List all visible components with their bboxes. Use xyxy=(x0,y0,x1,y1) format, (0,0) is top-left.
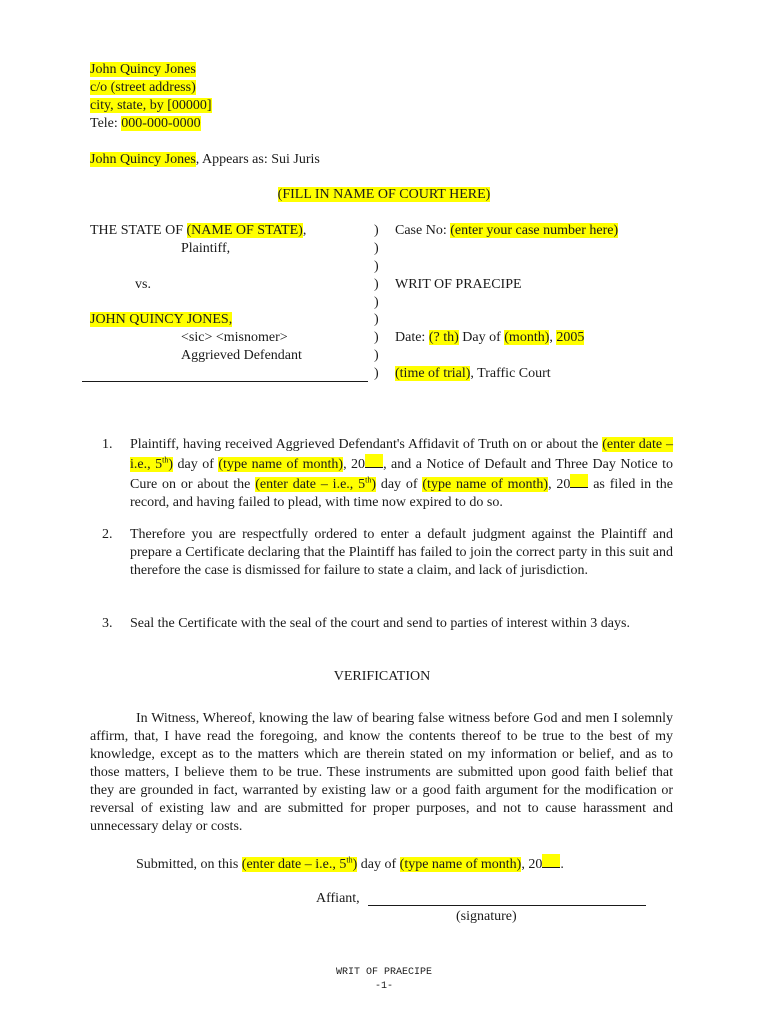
paren: ) xyxy=(374,241,379,256)
footer-title: WRIT OF PRAECIPE xyxy=(335,967,432,978)
paren: ) xyxy=(374,348,379,363)
header-tele: Tele: 000-000-0000 xyxy=(90,116,201,131)
blank-line xyxy=(365,454,383,468)
item-1: Plaintiff, having received Aggrieved Defendant's Affidavit of Truth on or about the (enter date – i.e., 5th) day of (type name of month), 20 , and a Notice of Default and Three Day Notice to Cure on or about the (enter date – i.e., 5th) day of (type name of month), 20 as filed in the record, and having failed to plead, with time now expired to do so. xyxy=(130,437,674,510)
paren: ) xyxy=(374,330,379,345)
paren: ) xyxy=(374,259,379,274)
verification-title: VERIFICATION xyxy=(333,669,431,684)
signature-line xyxy=(368,905,646,906)
item-2: Therefore you are respectfully ordered to enter a default judgment against the Plaintiff and prepare a Certificate declaring that the Plaintiff has failed to join the correct party in this suit and therefore the case is dismissed for failure to state a claim, and lack of jurisdiction. xyxy=(130,527,673,578)
paren: ) xyxy=(374,366,379,381)
verification-body: In Witness, Whereof, knowing the law of bearing false witness before God and men I solemnly affirm, that, I have read the foregoing, and know the contents thereof to be true to the best of my knowledge, except as to the matters which are therein stated on my information or belief, and as to those matters, I believe them to be true. These instruments are submitted upon good faith belief that they are grounded in fact, warranted by existing law or a good faith argument for the modification or reversal of existing law and are submitted for proper purposes, and not to cause harassment and unnecessary delay or costs. xyxy=(90,711,673,834)
paren: ) xyxy=(374,223,379,238)
defendant-name: JOHN QUINCY JONES, xyxy=(90,312,233,327)
item-number: 2. xyxy=(102,527,113,542)
item-3: Seal the Certificate with the seal of the court and send to parties of interest within 3 days. xyxy=(130,616,630,631)
court-name: (FILL IN NAME OF COURT HERE) xyxy=(277,187,491,202)
appears-line: John Quincy Jones, Appears as: Sui Juris xyxy=(90,152,320,167)
affiant-label: Affiant, xyxy=(316,891,360,906)
item-number: 3. xyxy=(102,616,113,631)
blank-line xyxy=(542,854,560,868)
paren: ) xyxy=(374,277,379,292)
paren: ) xyxy=(374,312,379,327)
writ-title: WRIT OF PRAECIPE xyxy=(395,277,522,292)
paren: ) xyxy=(374,295,379,310)
submitted-line: Submitted, on this (enter date – i.e., 5th) day of (type name of month), 20 . xyxy=(136,855,564,872)
signature-caption: (signature) xyxy=(456,909,517,924)
vs-label: vs. xyxy=(135,277,151,292)
sic-misnomer: <sic> <misnomer> xyxy=(181,330,288,345)
header-city: city, state, by [00000] xyxy=(90,98,212,113)
aggrieved-defendant: Aggrieved Defendant xyxy=(181,348,302,363)
header-address: c/o (street address) xyxy=(90,80,196,95)
blank-line xyxy=(570,474,588,488)
case-number: Case No: (enter your case number here) xyxy=(395,223,619,238)
trial-line: (time of trial), Traffic Court xyxy=(395,366,551,381)
header-name: John Quincy Jones xyxy=(90,62,196,77)
footer-page-number: -1- xyxy=(374,981,393,992)
item-number: 1. xyxy=(102,437,113,452)
state-line: THE STATE OF (NAME OF STATE), xyxy=(90,223,307,238)
caption-rule xyxy=(82,381,368,382)
plaintiff-label: Plaintiff, xyxy=(181,241,231,256)
date-line: Date: (? th) Day of (month), 2005 xyxy=(395,330,585,345)
